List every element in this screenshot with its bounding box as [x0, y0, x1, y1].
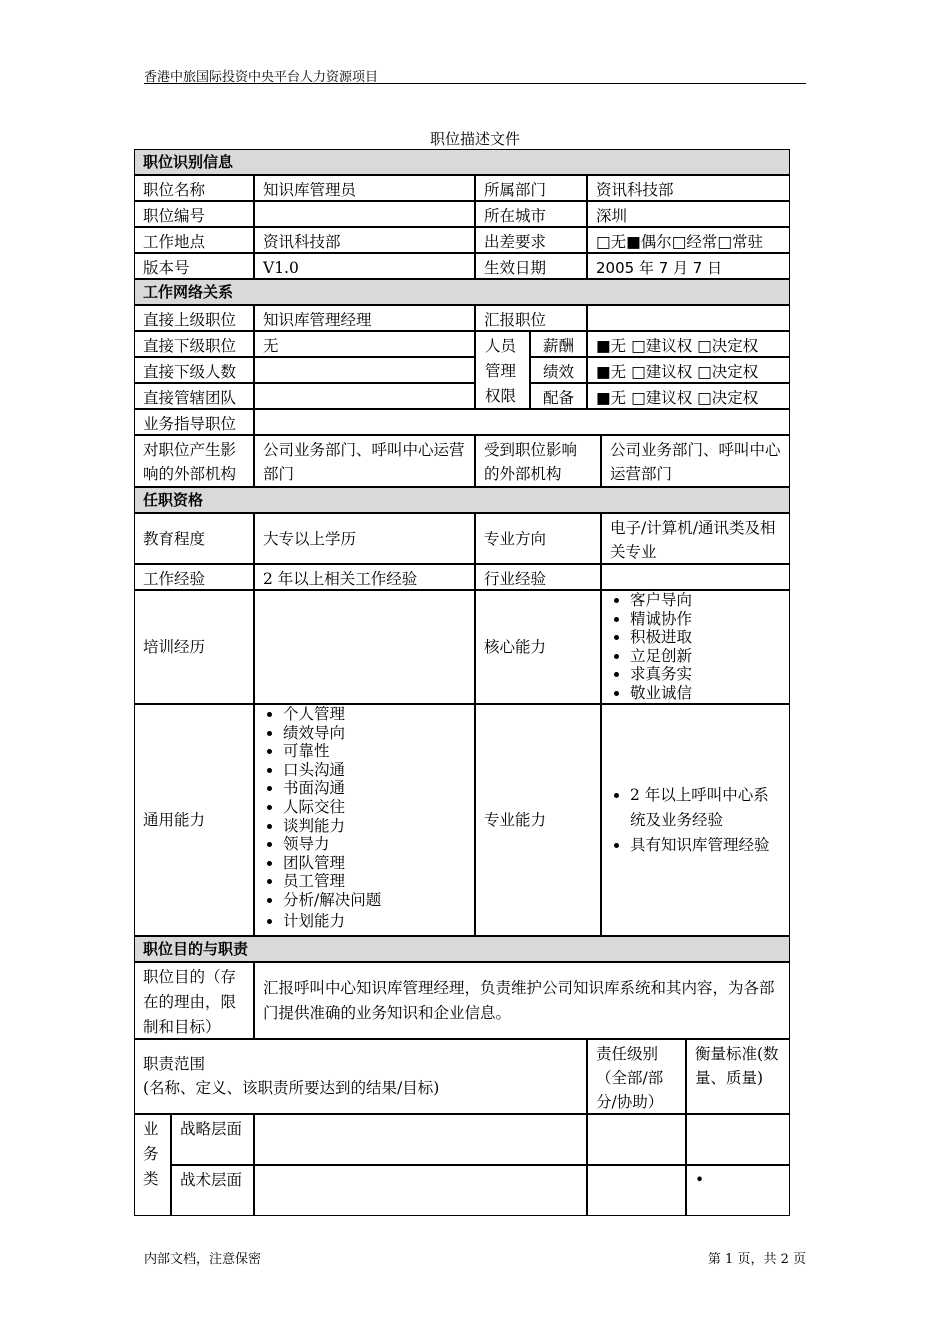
- subordinate-count-label: 直接下级人数: [134, 357, 254, 383]
- guide-value: [254, 409, 790, 435]
- effective-date-label: 生效日期: [475, 253, 587, 279]
- travel-label: 出差要求: [475, 227, 587, 253]
- city-label: 所在城市: [475, 201, 587, 227]
- training-value: [254, 590, 475, 704]
- salary-value: ■无 □建议权 □决定权: [587, 331, 790, 357]
- tactic-measure-cell: [686, 1165, 790, 1216]
- city-value: 深圳: [587, 201, 790, 227]
- subordinate-label: 直接下级职位: [134, 331, 254, 357]
- industry-value: [601, 564, 790, 590]
- general-ability-item: • 谈判能力: [283, 817, 466, 836]
- general-ability-item: • 人际交往: [283, 798, 466, 817]
- dept-label: 所属部门: [475, 175, 587, 201]
- general-ability-list: [254, 704, 475, 936]
- general-ability-item: • 员工管理: [283, 872, 466, 891]
- authority-label-line3: 权限: [485, 387, 517, 405]
- performance-value: ■无 □建议权 □决定权: [587, 357, 790, 383]
- industry-label: 行业经验: [475, 564, 601, 590]
- general-ability-item: • 个人管理: [283, 705, 466, 724]
- professional-ability-item: • 具有知识库管理经验: [630, 833, 781, 858]
- core-ability-item: • 精诚协作: [630, 610, 781, 629]
- performance-label: 绩效: [530, 357, 587, 383]
- general-ability-item: • 口头沟通: [283, 761, 466, 780]
- job-name-label: 职位名称: [134, 175, 254, 201]
- header-divider: [144, 83, 806, 84]
- professional-ability-label: 专业能力: [475, 704, 601, 936]
- tactic-duty-cell: [254, 1165, 587, 1216]
- core-ability-item: • 客户导向: [630, 591, 781, 610]
- experience-label: 工作经验: [134, 564, 254, 590]
- work-place-value: 资讯科技部: [254, 227, 475, 253]
- travel-value: □无■偶尔□经常□常驻: [587, 227, 790, 253]
- strategy-level-cell: [587, 1114, 686, 1165]
- core-ability-item: • 积极进取: [630, 628, 781, 647]
- scope-title: 职责范围: [143, 1055, 206, 1073]
- section-purpose: 职位目的与职责: [134, 936, 790, 962]
- authority-label-line1: 人员: [485, 337, 517, 355]
- core-ability-item: • 立足创新: [630, 647, 781, 666]
- affecting-org-label: 对职位产生影响的外部机构: [134, 435, 254, 487]
- affected-org-value: 公司业务部门、呼叫中心运营部门: [601, 435, 790, 487]
- goal-value: 汇报呼叫中心知识库管理经理，负责维护公司知识库系统和其内容，为各部门提供准确的业务知识和企业信息。: [254, 962, 790, 1039]
- core-ability-label: 核心能力: [475, 590, 601, 704]
- core-ability-item: • 敬业诚信: [630, 684, 781, 703]
- section-qualification: 任职资格: [134, 487, 790, 513]
- general-ability-item: • 书面沟通: [283, 779, 466, 798]
- tactic-label: 战术层面: [171, 1165, 254, 1216]
- job-code-value: [254, 201, 475, 227]
- authority-label: [475, 331, 530, 409]
- major-label: 专业方向: [475, 513, 601, 564]
- general-ability-label: 通用能力: [134, 704, 254, 936]
- tactic-measure-bullet: •: [695, 1171, 705, 1189]
- experience-value: 2 年以上相关工作经验: [254, 564, 475, 590]
- footer-page-number: 第 1 页，共 2 页: [707, 1252, 806, 1267]
- subordinate-value: 无: [254, 331, 475, 357]
- major-value: 电子/计算机/通讯类及相关专业: [601, 513, 790, 564]
- dept-value: 资讯科技部: [587, 175, 790, 201]
- job-code-label: 职位编号: [134, 201, 254, 227]
- staffing-value: ■无 □建议权 □决定权: [587, 383, 790, 409]
- core-ability-list: [601, 590, 790, 704]
- scope-header: [134, 1039, 587, 1114]
- effective-date-value: 2005 年 7 月 7 日: [587, 253, 790, 279]
- page-header: 香港中旅国际投资中央平台人力资源项目: [144, 70, 379, 85]
- general-ability-item: • 领导力: [283, 835, 466, 854]
- subordinate-count-value: [254, 357, 475, 383]
- report-label: 汇报职位: [475, 305, 587, 331]
- affecting-org-value: 公司业务部门、呼叫中心运营部门: [254, 435, 475, 487]
- report-value: [587, 305, 790, 331]
- professional-ability-item: • 2 年以上呼叫中心系统及业务经验: [630, 783, 781, 833]
- work-place-label: 工作地点: [134, 227, 254, 253]
- version-value: V1.0: [254, 253, 475, 279]
- salary-label: 薪酬: [530, 331, 587, 357]
- strategy-measure-cell: [686, 1114, 790, 1165]
- strategy-label: 战略层面: [171, 1114, 254, 1165]
- training-label: 培训经历: [134, 590, 254, 704]
- section-identify: 职位识别信息: [134, 149, 790, 175]
- goal-label: 职位目的（存在的理由，限制和目标）: [134, 962, 254, 1039]
- team-value: [254, 383, 475, 409]
- measure-label: 衡量标准(数量、质量): [686, 1039, 790, 1114]
- general-ability-item: • 团队管理: [283, 854, 466, 873]
- affected-org-label: 受到职位影响的外部机构: [475, 435, 601, 487]
- education-value: 大专以上学历: [254, 513, 475, 564]
- superior-label: 直接上级职位: [134, 305, 254, 331]
- business-type-label: 业务类: [134, 1114, 171, 1216]
- general-ability-item: • 分析/解决问题: [283, 891, 466, 910]
- core-ability-item: • 求真务实: [630, 665, 781, 684]
- footer-confidential: 内部文档，注意保密: [144, 1252, 262, 1267]
- version-label: 版本号: [134, 253, 254, 279]
- team-label: 直接管辖团队: [134, 383, 254, 409]
- section-network: 工作网络关系: [134, 279, 790, 305]
- job-name-value: 知识库管理员: [254, 175, 475, 201]
- scope-subtitle: (名称、定义、该职责所要达到的结果/目标): [143, 1079, 440, 1097]
- staffing-label: 配备: [530, 383, 587, 409]
- responsibility-level-label: 责任级别（全部/部分/协助）: [587, 1039, 686, 1114]
- strategy-duty-cell: [254, 1114, 587, 1165]
- professional-ability-list: [601, 704, 790, 936]
- document-title: 职位描述文件: [429, 130, 520, 148]
- superior-value: 知识库管理经理: [254, 305, 475, 331]
- general-ability-item: • 绩效导向: [283, 724, 466, 743]
- education-label: 教育程度: [134, 513, 254, 564]
- general-ability-item: • 计划能力: [283, 910, 466, 932]
- authority-label-line2: 管理: [485, 362, 517, 380]
- general-ability-item: • 可靠性: [283, 742, 466, 761]
- guide-label: 业务指导职位: [134, 409, 254, 435]
- tactic-level-cell: [587, 1165, 686, 1216]
